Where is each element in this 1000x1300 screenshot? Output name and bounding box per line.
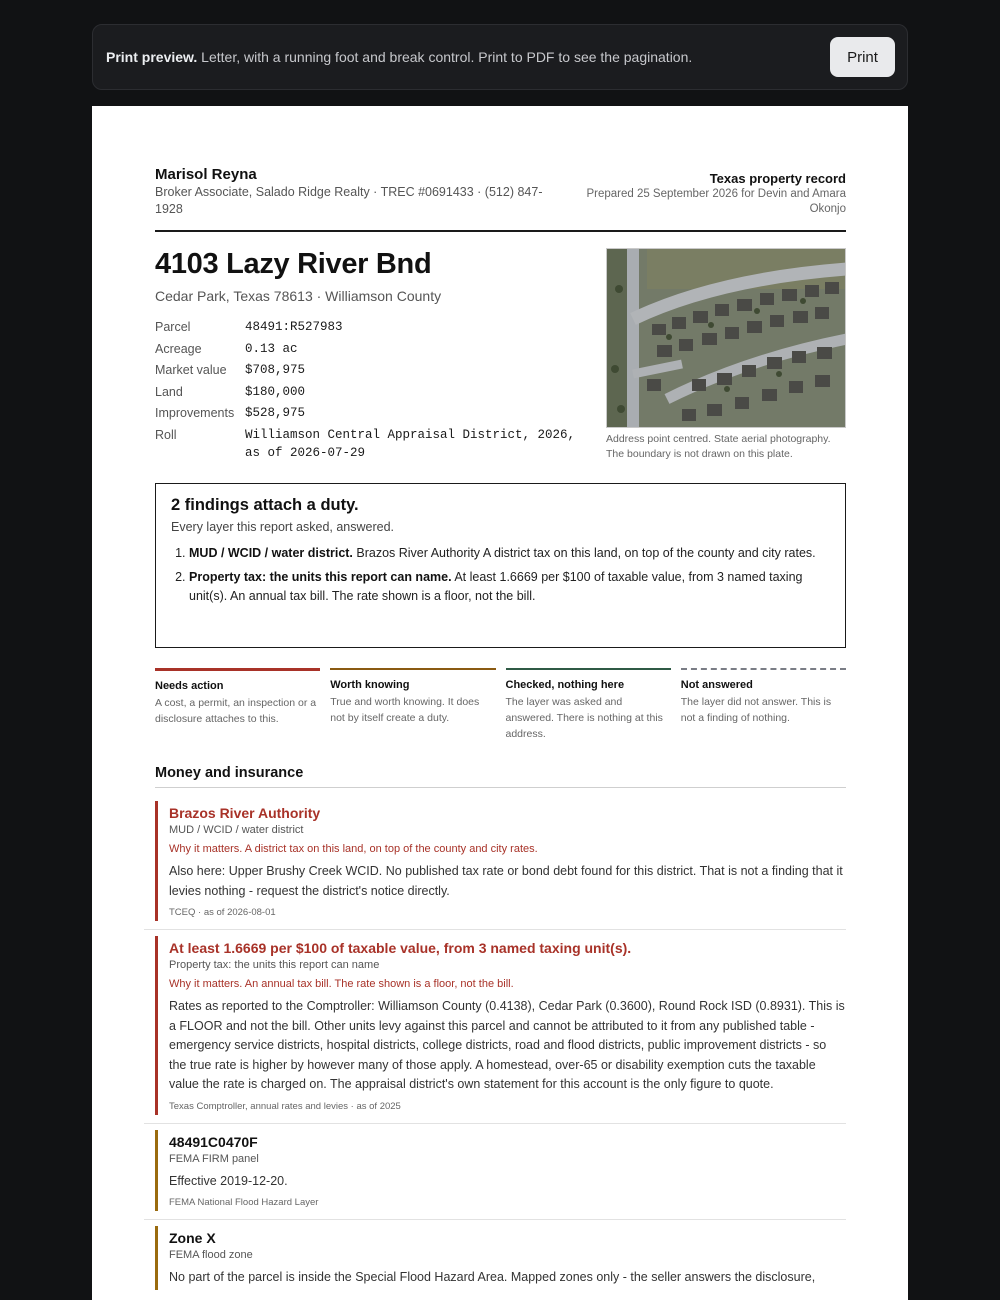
legend-title: Checked, nothing here [505, 678, 625, 691]
entry-why: Why it matters. An annual tax bill. The rate shown is a floor, not the bill. [169, 978, 514, 990]
fact-row [155, 404, 587, 422]
entry-source: FEMA National Flood Hazard Layer [169, 1197, 319, 1208]
banner-detail: Letter, with a running foot and break control. Print to PDF to see the pagination. [197, 49, 693, 65]
legend-bar [506, 668, 671, 670]
report-header [155, 166, 846, 232]
aerial-photo-drawing [607, 249, 846, 428]
fact-label: Land [155, 384, 183, 399]
legend-bar [330, 668, 495, 670]
fact-label: Roll [155, 427, 177, 442]
legend-desc: A cost, a permit, an inspection or a disclosure attaches to this. [155, 697, 317, 725]
entry-card [155, 1226, 846, 1290]
entry-divider [144, 1123, 846, 1124]
entry-body: Also here: Upper Brushy Creek WCID. No published tax rate or bond debt found for this district. That is not a finding that it levies nothing - request the district's notice directly. [169, 864, 843, 898]
entry-card [155, 801, 846, 921]
entry-body: Rates as reported to the Comptroller: Williamson County (0.4138), Cedar Park (0.3600), Round Rock ISD (0.8931). This is a FLOOR and not the bill. Other units levy against this parcel and cannot be attributed to it from any published table - emergency service districts, hospital districts, college districts, road and flood districts, public improvement districts - so the true rate is higher by however many of those apply. A homestead, over-65 or disability exemption cuts the taxable value the rate is charged on. The appraisal district's own statement for this account is the only figure to quote. [169, 999, 845, 1091]
fact-row [155, 383, 587, 401]
fact-row [155, 340, 587, 358]
severity-legend [155, 668, 846, 742]
legend-not-answered [681, 668, 846, 742]
legend-title: Worth knowing [330, 679, 410, 691]
banner-text [106, 49, 692, 65]
entry-card [155, 1130, 846, 1212]
legend-desc: The layer did not answer. This is not a finding of nothing. [680, 696, 832, 724]
entry-title: At least 1.6669 per $100 of taxable value, from 3 named taxing unit(s). [169, 940, 632, 956]
fact-label: Acreage [155, 341, 202, 356]
entry-subtitle: MUD / WCID / water district [169, 824, 304, 836]
fact-value: $180,000 [245, 384, 306, 399]
property-facts [155, 318, 587, 466]
fact-label: Improvements [155, 406, 235, 421]
finding-text: Brazos River Authority A district tax on this land, on top of the county and city rates. [352, 546, 816, 560]
entry-why: Why it matters. A district tax on this land, on top of the county and city rates. [169, 843, 538, 855]
findings-list [171, 544, 830, 607]
fact-value: $708,975 [245, 363, 306, 378]
print-preview-banner [92, 24, 908, 90]
findings-subtitle: Every layer this report asked, answered. [171, 520, 395, 534]
fact-value: Williamson Central Appraisal District, 2026, as of 2026-07-29 [245, 427, 576, 460]
entry-body: No part of the parcel is inside the Special Flood Hazard Area. Mapped zones only - the seller answers the disclosure, [169, 1270, 816, 1284]
entry-subtitle: FEMA flood zone [169, 1249, 253, 1261]
section-heading: Money and insurance [155, 765, 846, 788]
aerial-photo [606, 248, 846, 428]
fact-value: 0.13 ac [245, 341, 298, 356]
findings-summary [155, 483, 846, 648]
record-prepared: Prepared 25 September 2026 for Devin and Amara Okonjo [586, 188, 846, 215]
finding-item [189, 544, 830, 564]
property-address: 4103 Lazy River Bnd [155, 248, 432, 280]
entry-title: Zone X [169, 1230, 216, 1246]
print-button[interactable]: Print [830, 37, 895, 77]
entry-subtitle: Property tax: the units this report can name [169, 959, 380, 971]
fact-label: Market value [155, 363, 227, 378]
fact-row [155, 318, 587, 336]
entry-title: Brazos River Authority [169, 805, 321, 821]
entry-divider [144, 1219, 846, 1220]
entry-title: 48491C0470F [169, 1133, 258, 1150]
entry-subtitle: FEMA FIRM panel [169, 1152, 259, 1165]
fact-row [155, 426, 587, 462]
legend-desc: True and worth knowing. It does not by itself create a duty. [330, 696, 480, 724]
legend-desc: The layer was asked and answered. There is nothing at this address. [505, 695, 663, 740]
agent-name: Marisol Reyna [155, 166, 257, 183]
finding-item [189, 568, 830, 607]
finding-text: At least 1.6669 per $100 of taxable value, from 3 named taxing unit(s). An annual tax bill. The rate shown is a floor, not the bill. [189, 569, 803, 603]
findings-title: 2 findings attach a duty. [171, 496, 359, 514]
legend-checked [506, 668, 671, 742]
finding-bold: Property tax: the units this report can name. [189, 569, 452, 584]
entry-source: TCEQ · as of 2026-08-01 [169, 907, 276, 918]
aerial-caption: Address point centred. State aerial photography. The boundary is not drawn on this plate. [606, 433, 831, 460]
entry-source: Texas Comptroller, annual rates and levies · as of 2025 [169, 1100, 401, 1112]
entries-list [155, 801, 846, 1300]
fact-value: $528,975 [245, 406, 306, 421]
record-title: Texas property record [709, 171, 846, 186]
finding-bold: MUD / WCID / water district. [189, 546, 353, 560]
fact-label: Parcel [155, 320, 191, 334]
entry-body: Effective 2019-12-20. [169, 1173, 288, 1188]
agent-details: Broker Associate, Salado Ridge Realty · TREC #0691433 · (512) 847-1928 [155, 185, 543, 216]
legend-title: Needs action [155, 680, 224, 692]
legend-bar [155, 668, 320, 671]
legend-title: Not answered [680, 679, 753, 691]
fact-row [155, 361, 587, 379]
legend-worth-knowing [330, 668, 495, 742]
document-page [92, 106, 908, 1300]
fact-value: 48491:R527983 [245, 320, 343, 334]
entry-divider [144, 929, 846, 930]
entry-card [155, 936, 846, 1115]
legend-needs-action [155, 668, 320, 742]
banner-strong: Print preview. [106, 49, 198, 65]
property-city: Cedar Park, Texas 78613 · Williamson County [155, 288, 442, 304]
legend-bar [681, 668, 846, 670]
